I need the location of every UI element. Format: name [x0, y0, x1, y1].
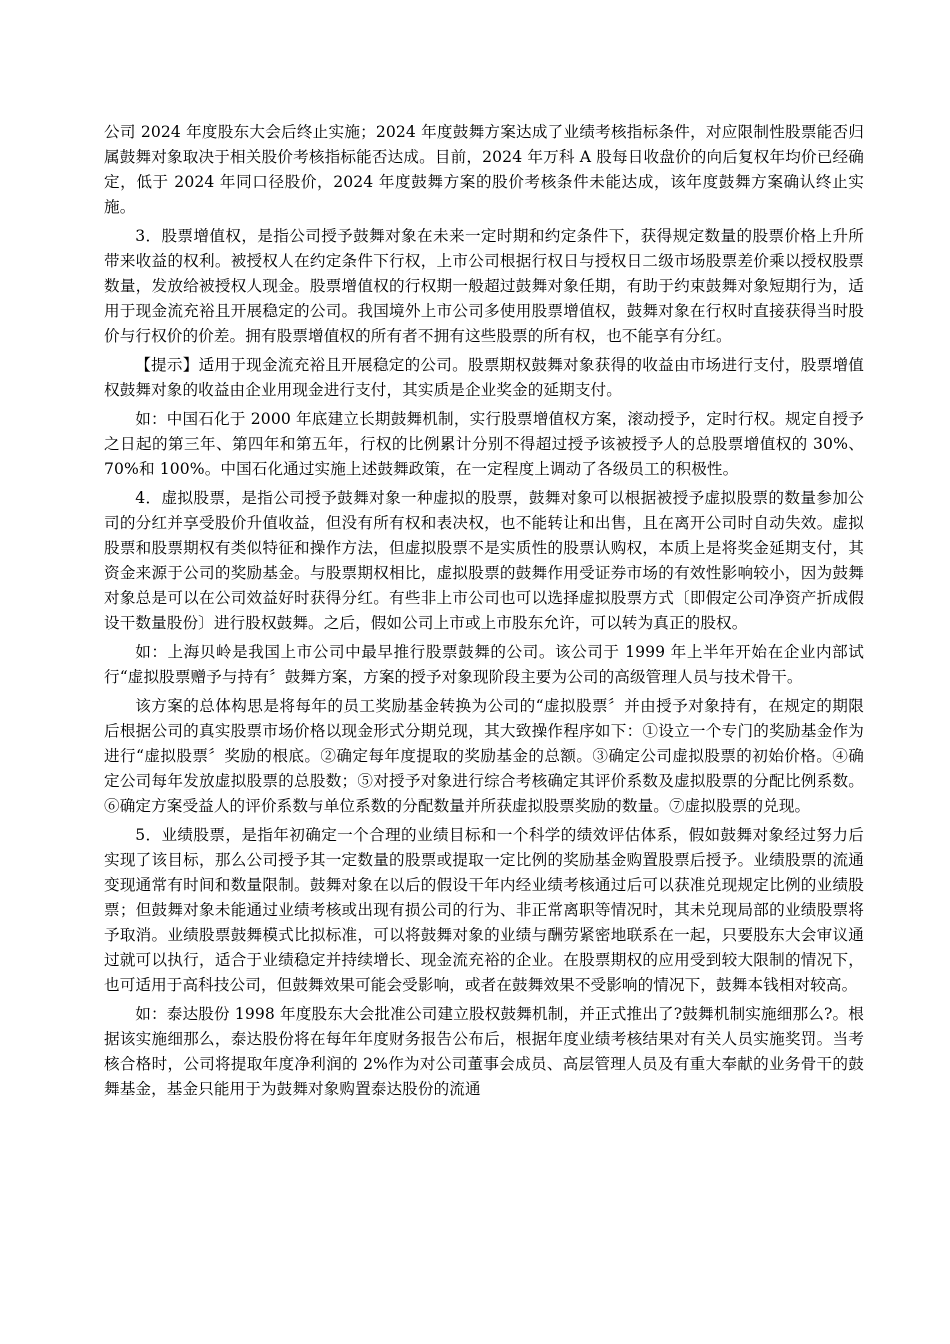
- paragraph-plan-outline: 该方案的总体构思是将每年的员工奖励基金转换为公司的“虚拟股票〞并由授予对象持有，在规定的期限后根据公司的真实股票市场价格以现金形式分期兑现，其大致操作程序如下：①设立一个专门的奖励基金作为进行“虚拟股票〞奖励的根底。②确定每年度提取的奖励基金的总额。③确定公司虚拟股票的初始价格。④确定公司每年发放虚拟股票的总股数；⑤对授予对象进行综合考核确定其评价系数及虚拟股票的分配比例系数。⑥确定方案受益人的评价系数与单位系数的分配数量并所获虚拟股票奖励的数量。⑦虚拟股票的兑现。: [104, 697, 864, 815]
- paragraph-example-teda: 如：泰达股份 1998 年度股东大会批准公司建立股权鼓舞机制，并正式推出了?鼓舞机制实施细那么?。根据该实施细那么，泰达股份将在每年年度财务报告公布后，根据年度业绩考核结果对有关人员实施奖罚。当考核合格时，公司将提取年度净利润的 2%作为对公司董事会成员、高层管理人员及有重大奉献的业务骨干的鼓舞基金，基金只能用于为鼓舞对象购置泰达股份的流通: [104, 1005, 864, 1098]
- paragraph-continuation: 公司 2024 年度股东大会后终止实施；2024 年度鼓舞方案达成了业绩考核指标条件，对应限制性股票能否归属鼓舞对象取决于相关股价考核指标能否达成。目前，2024 年万科 A 股每日收盘价的向后复权年均价已经确定，低于 2024 年同口径股价，2024 年度鼓舞方案的股价考核条件未能达成，该年度鼓舞方案确认终止实施。: [104, 123, 864, 216]
- paragraph-performance-shares: 5．业绩股票，是指年初确定一个合理的业绩目标和一个科学的绩效评估体系，假如鼓舞对象经过努力后实现了该目标，那么公司授予其一定数量的股票或提取一定比例的奖励基金购置股票后授予。业绩股票的流通变现通常有时间和数量限制。鼓舞对象在以后的假设干年内经业绩考核通过后可以获准兑现规定比例的业绩股票；但鼓舞对象未能通过业绩考核或出现有损公司的行为、非正常离职等情况时，其未兑现局部的业绩股票将予取消。业绩股票鼓舞模式比拟标准，可以将鼓舞对象的业绩与酬劳紧密地联系在一起，只要股东大会审议通过就可以执行，适合于业绩稳定并持续增长、现金流充裕的企业。在股票期权的应用受到较大限制的情况下，也可适用于高科技公司，但鼓舞效果可能会受影响，或者在鼓舞效果不受影响的情况下，鼓舞本钱相对较高。: [104, 826, 864, 994]
- paragraph-virtual-stock: 4．虚拟股票，是指公司授予鼓舞对象一种虚拟的股票，鼓舞对象可以根据被授予虚拟股票的数量参加公司的分红并享受股价升值收益，但没有所有权和表决权，也不能转让和出售，且在离开公司时自动失效。虚拟股票和股票期权有类似特征和操作方法，但虚拟股票不是实质性的股票认购权，本质上是将奖金延期支付，其资金来源于公司的奖励基金。与股票期权相比，虚拟股票的鼓舞作用受证券市场的有效性影响较小，因为鼓舞对象总是可以在公司效益好时获得分红。有些非上市公司也可以选择虚拟股票方式〔即假定公司净资产折成假设干数量股份〕进行股权鼓舞。之后，假如公司上市或上市股东允许，可以转为真正的股权。: [104, 489, 864, 632]
- document-page: [104, 120, 864, 1106]
- paragraph-tip: 【提示】适用于现金流充裕且开展稳定的公司。股票期权鼓舞对象获得的收益由市场进行支付，股票增值权鼓舞对象的收益由企业用现金进行支付，其实质是企业奖金的延期支付。: [104, 356, 864, 399]
- paragraph-example-sinopec: 如：中国石化于 2000 年底建立长期鼓舞机制，实行股票增值权方案，滚动授予，定时行权。规定自授予之日起的第三年、第四年和第五年，行权的比例累计分别不得超过授予该被授予人的总股票增值权的 30%、70%和 100%。中国石化通过实施上述鼓舞政策，在一定程度上调动了各级员工的积极性。: [104, 410, 864, 478]
- paragraph-example-shanghai-beiling: 如：上海贝岭是我国上市公司中最早推行股票鼓舞的公司。该公司于 1999 年上半年开始在企业内部试行“虚拟股票赠予与持有〞鼓舞方案，方案的授予对象现阶段主要为公司的高级管理人员与技术骨干。: [104, 643, 864, 686]
- paragraph-stock-appreciation-rights: 3．股票增值权，是指公司授予鼓舞对象在未来一定时期和约定条件下，获得规定数量的股票价格上升所带来收益的权利。被授权人在约定条件下行权，上市公司根据行权日与授权日二级市场股票差价乘以授权股票数量，发放给被授权人现金。股票增值权的行权期一般超过鼓舞对象任期，有助于约束鼓舞对象短期行为，适用于现金流充裕且开展稳定的公司。我国境外上市公司多使用股票增值权，鼓舞对象在行权时直接获得当时股价与行权价的价差。拥有股票增值权的所有者不拥有这些股票的所有权，也不能享有分红。: [104, 227, 864, 345]
